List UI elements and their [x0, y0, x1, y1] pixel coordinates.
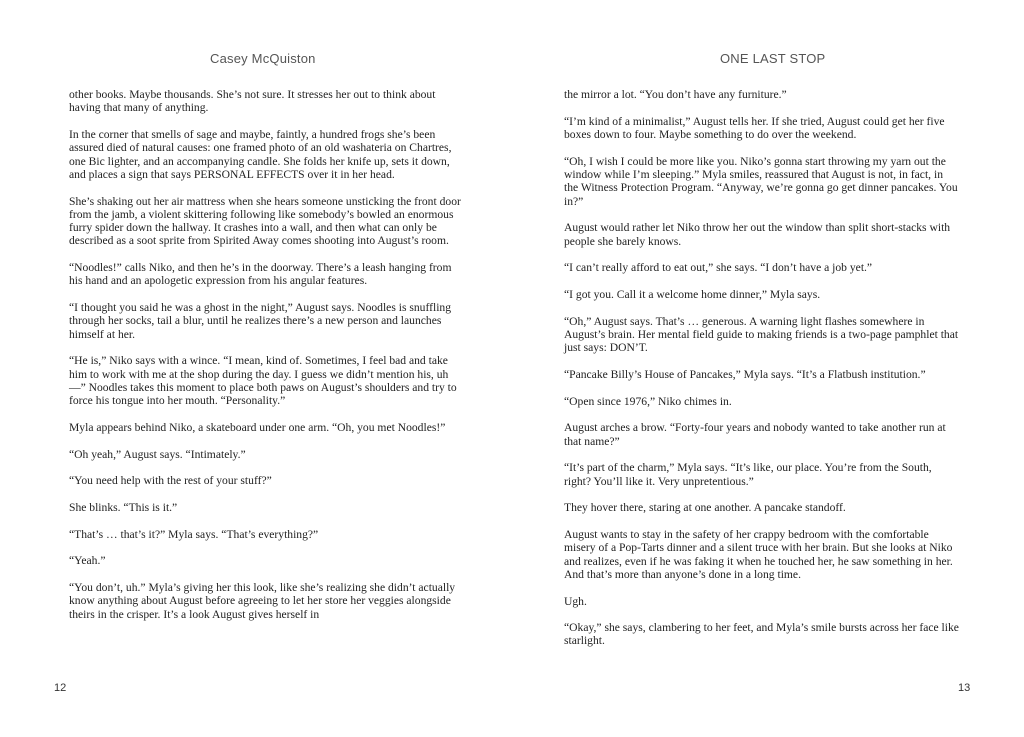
paragraph: “He is,” Niko says with a wince. “I mean, kind of. Sometimes, I feel bad and take him to work with me at the shop during the day. I guess we didn’t mention his, uh—” Noodles takes this moment to place both paws on August’s shoulders and try to force his tongue into her mouth. “Personality.”: [69, 354, 457, 408]
paragraph: other books. Maybe thousands. She’s not sure. It stresses her out to think about having that many of anything.: [69, 88, 436, 115]
paragraph: “Oh,” August says. That’s … generous. A warning light flashes somewhere in August’s brain. Her mental field guide to making friends is a two-page pamphlet that just says: DON’T.: [564, 314, 959, 355]
paragraph: “I can’t really afford to eat out,” she says. “I don’t have a job yet.”: [564, 261, 873, 275]
paragraph: “Pancake Billy’s House of Pancakes,” Myla says. “It’s a Flatbush institution.”: [564, 367, 926, 381]
paragraph: She’s shaking out her air mattress when she hears someone unsticking the front door from the jamb, a violent skittering following like somebody’s bowled an enormous furry spider down the hallway. It crashes into a wall, and then what can only be described as a soot sprite from Spirited Away comes shooting into August’s room.: [69, 194, 461, 248]
paragraph: In the corner that smells of sage and maybe, faintly, a hundred frogs she’s been assured died of natural causes: one framed photo of an old washateria on Chartres, one Bic lighter, and an accompanying candle. She folds her knife up, sets it down, and places a sign that says PERSONAL EFFECTS over it in her head.: [69, 127, 452, 181]
paragraph: “Okay,” she says, clambering to her feet, and Myla’s smile bursts across her face like starlight.: [564, 621, 959, 648]
right-page-body: [564, 88, 959, 661]
paragraph: “Noodles!” calls Niko, and then he’s in the doorway. There’s a leash hanging from his hand and an apologetic expression from his angular features.: [69, 261, 452, 288]
paragraph: “I thought you said he was a ghost in the night,” August says. Noodles is snuffling through her socks, tail a blur, until he realizes there’s a new person and launches himself at her.: [69, 301, 452, 341]
paragraph: August would rather let Niko throw her out the window than split short-stacks with people she barely knows.: [564, 221, 951, 248]
left-page-header: Casey McQuiston: [210, 51, 316, 66]
paragraph: “Open since 1976,” Niko chimes in.: [564, 394, 732, 408]
paragraph: “You don’t, uh.” Myla’s giving her this look, like she’s realizing she didn’t actually know anything about August before agreeing to let her store her veggies alongside theirs in the crisper. It’s a look August gives herself in: [69, 581, 456, 621]
paragraph: They hover there, staring at one another. A pancake standoff.: [564, 501, 846, 515]
paragraph: She blinks. “This is it.”: [69, 501, 178, 515]
right-page-number: 13: [958, 682, 971, 694]
paragraph: the mirror a lot. “You don’t have any furniture.”: [564, 88, 787, 101]
paragraph: Myla appears behind Niko, a skateboard under one arm. “Oh, you met Noodles!”: [69, 420, 446, 434]
paragraph: “Oh, I wish I could be more like you. Niko’s gonna start throwing my yarn out the window while I’m sleeping.” Myla smiles, reassured that August is not, in fact, in the Witness Protection Program. “Anyway, we’re gonna go get dinner pancakes. You in?”: [564, 154, 958, 208]
paragraph: “That’s … that’s it?” Myla says. “That’s everything?”: [69, 527, 319, 541]
left-page-body: [69, 88, 464, 634]
paragraph: “I got you. Call it a welcome home dinner,” Myla says.: [564, 287, 821, 301]
paragraph: August wants to stay in the safety of her crappy bedroom with the comfortable misery of a Pop-Tarts dinner and a silent truce with her brain. But she looks at Niko and realizes, even if he was faking it when he touched her, he saw something in her. And that’s more than anyone’s done in a long time.: [564, 527, 953, 581]
paragraph: “Oh yeah,” August says. “Intimately.”: [69, 447, 246, 461]
paragraph: “You need help with the rest of your stuff?”: [69, 474, 272, 488]
left-page-number: 12: [54, 682, 67, 694]
paragraph: “It’s part of the charm,” Myla says. “It’s like, our place. You’re from the South, right? You’ll like it. Very unpretentious.”: [564, 461, 932, 488]
paragraph: “Yeah.”: [69, 554, 106, 568]
paragraph: August arches a brow. “Forty-four years and nobody wanted to take another run at that name?”: [564, 421, 946, 448]
paragraph: Ugh.: [564, 594, 587, 608]
right-page-header: ONE LAST STOP: [720, 51, 826, 66]
paragraph: “I’m kind of a minimalist,” August tells her. If she tried, August could get her five boxes down to four. Maybe something to do over the weekend.: [564, 114, 945, 141]
